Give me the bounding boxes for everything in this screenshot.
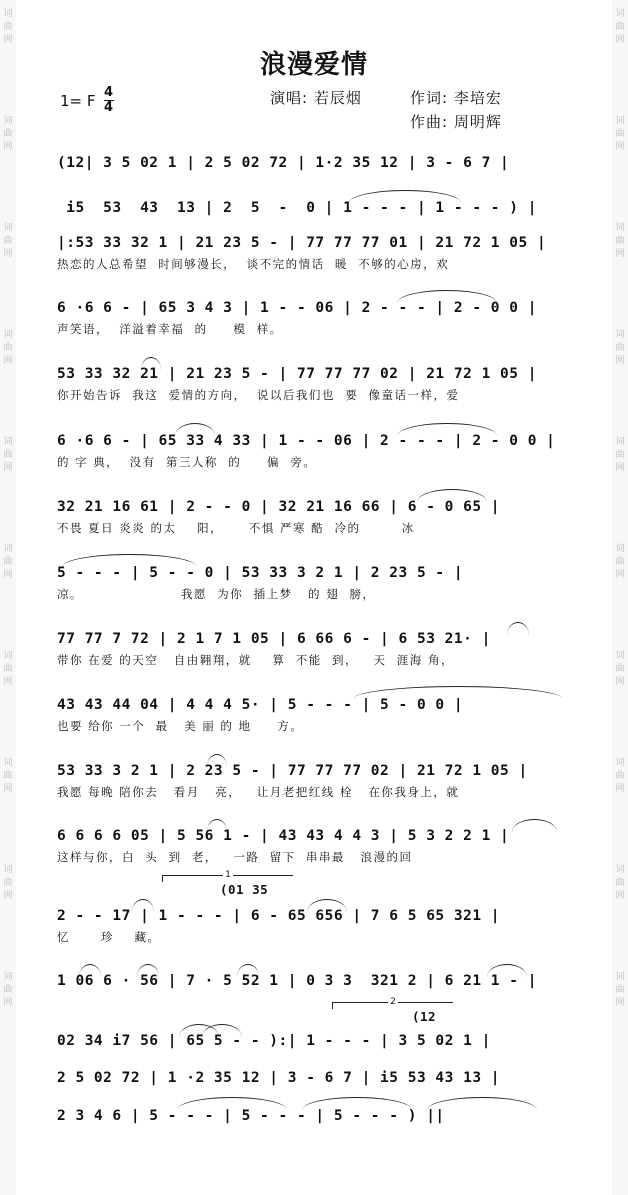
notes: (12| 3 5 02 1 | 2 5 02 72 | 1·2 35 12 | 3 - 6 7 | [57, 155, 510, 171]
score-line-13 [57, 870, 569, 945]
notes: 02 34 i7 56 | 65 5 - - ):| 1 - - - | 3 5 02 1 | [57, 1033, 491, 1049]
score-line-16 [57, 1067, 569, 1089]
watermark-right: 词 曲 网 词 曲 网 词 曲 网 词 曲 网 词 曲 网 词 曲 网 词 曲 网 词 曲 网 词 曲 网 词 曲 网 [612, 0, 628, 1195]
score-line-1 [57, 152, 569, 174]
notes: 77 77 7 72 | 2 1 7 1 05 | 6 66 6 - | 6 53 21· | [57, 631, 491, 647]
score-line-15 [57, 997, 569, 1052]
slur [507, 622, 529, 635]
notes: 1 06 6 · 56 | 7 · 5 52 1 | 0 3 3 321 2 | 6 21 1 - | [57, 973, 537, 989]
key-label: 1= F [60, 91, 96, 110]
score-line-11 [57, 760, 569, 800]
lyrics: 这样与你，白 头 到 老， 一路 留下 串串最 浪漫的回 [57, 850, 413, 864]
notes: 6 ·6 6 - | 65 33 4 33 | 1 - - 06 | 2 - - - | 2 - 0 0 | [57, 433, 556, 449]
score-line-9 [57, 628, 569, 668]
volta-bracket-2: 2 [332, 1002, 453, 1009]
volta-2-notes: (12 [412, 1009, 437, 1024]
notes: 2 - - 17 | 1 - - - | 6 - 65 656 | 7 6 5 65 321 | [57, 908, 501, 924]
slur [237, 964, 259, 977]
lyrics: 也要 给你 一个 最 美 丽 的 地 方。 [57, 719, 304, 733]
slur [62, 554, 197, 567]
slur [177, 1097, 287, 1110]
score-line-5 [57, 363, 569, 403]
score-line-14 [57, 970, 569, 992]
lyrics: 带你 在爱 的天空 自由翱翔，就 算 不能 到， 天 涯海 角， [57, 653, 454, 667]
time-bottom: 4 [103, 100, 114, 115]
composer-credit: 作曲: 周明辉 [410, 113, 502, 131]
lyrics: 的 字 典， 没有 第三人称 的 偏 旁。 [57, 455, 317, 469]
score-line-8 [57, 562, 569, 602]
slur [79, 964, 101, 977]
lyrics: 你开始告诉 我这 爱情的方向， 说以后我们也 要 像童话一样，爱 [57, 388, 460, 402]
slur [132, 899, 154, 912]
notes: i5 53 43 13 | 2 5 - 0 | 1 - - - | 1 - - - ) | [57, 200, 537, 216]
lyrics: 忆 珍 藏。 [57, 930, 161, 944]
notes: 6 6 6 6 05 | 5 56 1 - | 43 43 4 4 3 | 5 3 2 2 1 | [57, 828, 510, 844]
volta-1-notes: (01 35 [220, 882, 269, 897]
slur [137, 964, 159, 977]
score-line-3 [57, 232, 569, 272]
slur [427, 1097, 537, 1110]
score-line-4 [57, 297, 569, 337]
slur [353, 686, 563, 699]
score-line-10 [57, 694, 569, 734]
key-signature [60, 87, 114, 114]
lyrics: 我愿 每晚 陪你去 看月 亮， 让月老把红线 栓 在你我身上，就 [57, 785, 460, 799]
notes: 32 21 16 61 | 2 - - 0 | 32 21 16 66 | 6 - 0 65 | [57, 499, 501, 515]
slur [397, 290, 497, 303]
score-line-7 [57, 496, 569, 536]
slur [175, 423, 215, 436]
watermark-left: 词 曲 网 词 曲 网 词 曲 网 词 曲 网 词 曲 网 词 曲 网 词 曲 网 词 曲 网 词 曲 网 词 曲 网 [0, 0, 16, 1195]
notes: 2 3 4 6 | 5 - - - | 5 - - - | 5 - - - ) || [57, 1108, 445, 1124]
slur [141, 357, 161, 370]
score-line-6 [57, 430, 569, 470]
notes: 5 - - - | 5 - - 0 | 53 33 3 2 1 | 2 23 5 - | [57, 565, 464, 581]
score-line-2 [57, 197, 569, 219]
lyricist-credit: 作词: 李培宏 [410, 89, 502, 107]
slur [207, 819, 227, 832]
score-line-12 [57, 825, 569, 865]
time-top: 4 [103, 85, 114, 100]
slur [417, 489, 487, 502]
score-line-17 [57, 1105, 569, 1127]
lyrics: 凉。 我愿 为你 插上梦 的 翅 膀， [57, 587, 376, 601]
notes: 53 33 32 21 | 21 23 5 - | 77 77 77 02 | 21 72 1 05 | [57, 366, 537, 382]
slur [207, 754, 227, 767]
time-signature [104, 87, 114, 114]
slur [512, 819, 557, 832]
lyrics: 热恋的人总希望 时间够漫长， 谈不完的情话 暖 不够的心房，欢 [57, 257, 450, 271]
slur [349, 190, 461, 203]
lyrics: 声笑语， 洋溢着幸福 的 模 样。 [57, 322, 283, 336]
singer-credit: 演唱: 若辰烟 [270, 89, 362, 107]
slur [487, 964, 527, 977]
notes: |:53 33 32 1 | 21 23 5 - | 77 77 77 01 | 21 72 1 05 | [57, 235, 547, 251]
slur [302, 1097, 412, 1110]
notes: 43 43 44 04 | 4 4 4 5· | 5 - - - | 5 - 0 0 | [57, 697, 464, 713]
notes: 53 33 3 2 1 | 2 23 5 - | 77 77 77 02 | 21 72 1 05 | [57, 763, 528, 779]
notes: 2 5 02 72 | 1 ·2 35 12 | 3 - 6 7 | i5 53 43 13 | [57, 1070, 501, 1086]
lyrics: 不畏 夏日 炎炎 的太 阳， 不惧 严寒 酷 冷的 冰 [57, 521, 415, 535]
song-title: 浪漫爱情 [259, 50, 368, 80]
notes: 6 ·6 6 - | 65 3 4 3 | 1 - - 06 | 2 - - - | 2 - 0 0 | [57, 300, 537, 316]
slur [397, 423, 497, 436]
slur [307, 899, 347, 912]
volta-bracket-1: 1 [162, 875, 293, 882]
